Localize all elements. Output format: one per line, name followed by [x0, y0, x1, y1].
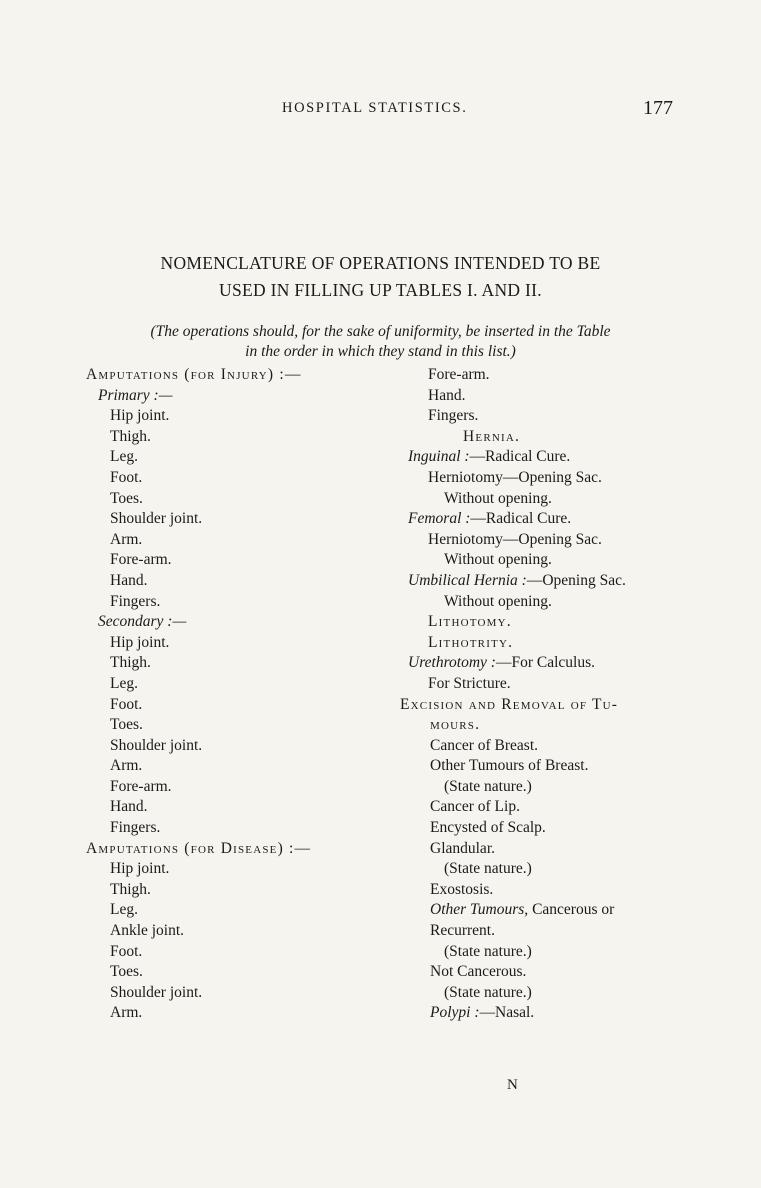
running-head-title: HOSPITAL STATISTICS.: [282, 100, 468, 116]
category-heading: [400, 715, 690, 736]
subcategory-heading: [86, 612, 376, 633]
list-item: [86, 777, 376, 798]
instruction-note: [0, 322, 761, 362]
item-text: Herniotomy—Opening Sac.: [428, 468, 602, 486]
category-heading: [400, 427, 690, 448]
subcategory-label: Other Tumours,: [430, 901, 529, 919]
item-text: Thigh.: [110, 427, 151, 445]
subcategory-label: Umbilical Hernia :: [408, 571, 527, 589]
list-item: [86, 818, 376, 839]
item-text: Hand.: [110, 798, 148, 816]
list-item: [400, 797, 690, 818]
list-item: [86, 633, 376, 654]
subcategory-label: Inguinal :: [408, 448, 470, 466]
item-text: Recurrent.: [430, 922, 495, 940]
item-text: Arm.: [110, 530, 143, 548]
item-text: Toes.: [110, 963, 143, 981]
note-line-1: (The operations should, for the sake of uniformity, be inserted in the Table: [150, 323, 611, 340]
item-text: Hand.: [428, 386, 466, 404]
list-item: [400, 839, 690, 860]
category-heading: [86, 365, 376, 386]
list-item: [400, 386, 690, 407]
list-item: [86, 921, 376, 942]
list-item: [400, 365, 690, 386]
list-item: [86, 489, 376, 510]
item-text: Cancerous or: [528, 901, 615, 919]
list-item: [86, 715, 376, 736]
item-text: Without opening.: [444, 489, 552, 507]
item-text: Toes.: [110, 489, 143, 507]
list-item: [400, 777, 690, 798]
heading-line-1: NOMENCLATURE OF OPERATIONS INTENDED TO BE: [160, 253, 601, 273]
item-text: Fingers.: [428, 407, 479, 425]
item-text: Secondary :—: [98, 613, 187, 631]
list-item: [86, 880, 376, 901]
list-item: [86, 427, 376, 448]
item-text: Arm.: [110, 757, 143, 775]
list-item: [400, 900, 690, 921]
list-item: [86, 530, 376, 551]
item-text: For Stricture.: [428, 674, 511, 692]
list-item: [86, 859, 376, 880]
item-text: Ankle joint.: [110, 922, 185, 940]
list-item: [400, 880, 690, 901]
list-item: [400, 818, 690, 839]
list-item: [400, 530, 690, 551]
list-item: [86, 797, 376, 818]
item-text: Primary :—: [98, 386, 173, 404]
item-text: Excision and Removal of Tu-: [400, 695, 619, 713]
subcategory-label: Polypi :: [430, 1004, 480, 1022]
list-item: [400, 447, 690, 468]
list-item: [400, 1003, 690, 1024]
item-text: Thigh.: [110, 654, 151, 672]
item-text: Fore-arm.: [428, 366, 490, 383]
list-item: [86, 509, 376, 530]
list-item: [400, 468, 690, 489]
list-item: [86, 550, 376, 571]
list-item: [86, 592, 376, 613]
category-heading: [400, 633, 690, 654]
item-text: Toes.: [110, 716, 143, 734]
subcategory-label: Femoral :: [408, 510, 471, 528]
item-text: —Radical Cure.: [469, 448, 571, 466]
list-item: [400, 736, 690, 757]
item-text: Leg.: [110, 901, 138, 919]
item-text: (State nature.): [444, 942, 532, 960]
heading-line-2: USED IN FILLING UP TABLES I. AND II.: [219, 280, 542, 300]
list-item: [86, 468, 376, 489]
right-column: [400, 365, 690, 1024]
list-item: [400, 509, 690, 530]
item-text: —Nasal.: [479, 1004, 535, 1022]
item-text: Leg.: [110, 674, 138, 692]
item-text: (State nature.): [444, 860, 532, 878]
list-item: [400, 592, 690, 613]
left-column: [86, 365, 376, 1024]
item-text: Amputations (for Injury) :—: [86, 366, 302, 383]
list-item: [86, 942, 376, 963]
item-text: Fore-arm.: [110, 551, 172, 569]
category-heading: [86, 839, 376, 860]
section-heading: [0, 250, 761, 304]
list-item: [86, 406, 376, 427]
running-head: [0, 97, 761, 130]
item-text: Amputations (for Disease) :—: [86, 839, 312, 857]
list-item: [400, 653, 690, 674]
list-item: [86, 962, 376, 983]
list-item: [400, 550, 690, 571]
list-item: [86, 447, 376, 468]
item-text: Without opening.: [444, 592, 552, 610]
item-text: Without opening.: [444, 551, 552, 569]
list-item: [400, 983, 690, 1004]
list-item: [400, 489, 690, 510]
item-text: Leg.: [110, 448, 138, 466]
item-text: Lithotrity.: [428, 633, 514, 651]
category-heading: [400, 612, 690, 633]
item-text: (State nature.): [444, 983, 532, 1001]
subcategory-label: Urethrotomy :: [408, 654, 496, 672]
list-item: [400, 859, 690, 880]
item-text: Foot.: [110, 468, 143, 486]
item-text: Cancer of Lip.: [430, 798, 520, 816]
item-text: Fingers.: [110, 819, 161, 837]
subcategory-heading: [86, 386, 376, 407]
item-text: Other Tumours of Breast.: [430, 757, 589, 775]
item-text: Hip joint.: [110, 407, 170, 425]
list-item: [86, 900, 376, 921]
page-number: 177: [643, 97, 673, 119]
item-text: Herniotomy—Opening Sac.: [428, 530, 602, 548]
list-item: [400, 942, 690, 963]
item-text: —Radical Cure.: [470, 510, 572, 528]
list-item: [400, 674, 690, 695]
item-text: Fingers.: [110, 592, 161, 610]
list-item: [86, 571, 376, 592]
item-text: Fore-arm.: [110, 777, 172, 795]
item-text: Lithotomy.: [428, 613, 512, 631]
item-text: Hip joint.: [110, 860, 170, 878]
item-text: Shoulder joint.: [110, 983, 203, 1001]
item-text: —Opening Sac.: [526, 571, 626, 589]
category-heading: [400, 695, 690, 716]
item-text: Shoulder joint.: [110, 736, 203, 754]
item-text: Exostosis.: [430, 880, 494, 898]
item-text: Glandular.: [430, 839, 495, 857]
list-item: [400, 571, 690, 592]
item-text: Shoulder joint.: [110, 510, 203, 528]
item-text: Foot.: [110, 695, 143, 713]
list-item: [400, 962, 690, 983]
list-item: [86, 736, 376, 757]
list-item: [86, 674, 376, 695]
item-text: mours.: [430, 716, 481, 734]
item-text: Thigh.: [110, 880, 151, 898]
item-text: Encysted of Scalp.: [430, 819, 546, 837]
note-line-2: in the order in which they stand in this list.): [245, 343, 516, 360]
item-text: Cancer of Breast.: [430, 736, 539, 754]
list-item: [86, 653, 376, 674]
signature-mark: N: [507, 1077, 518, 1093]
list-item: [86, 983, 376, 1004]
item-text: Not Cancerous.: [430, 963, 527, 981]
item-text: Foot.: [110, 942, 143, 960]
list-item: [86, 1003, 376, 1024]
list-item: [400, 406, 690, 427]
item-text: Hip joint.: [110, 633, 170, 651]
item-text: (State nature.): [444, 777, 532, 795]
list-item: [86, 695, 376, 716]
item-text: —For Calculus.: [495, 654, 595, 672]
item-text: Hand.: [110, 571, 148, 589]
item-text: Arm.: [110, 1004, 143, 1022]
list-item: [400, 756, 690, 777]
item-text: Hernia.: [463, 427, 521, 445]
list-item: [400, 921, 690, 942]
list-item: [86, 756, 376, 777]
